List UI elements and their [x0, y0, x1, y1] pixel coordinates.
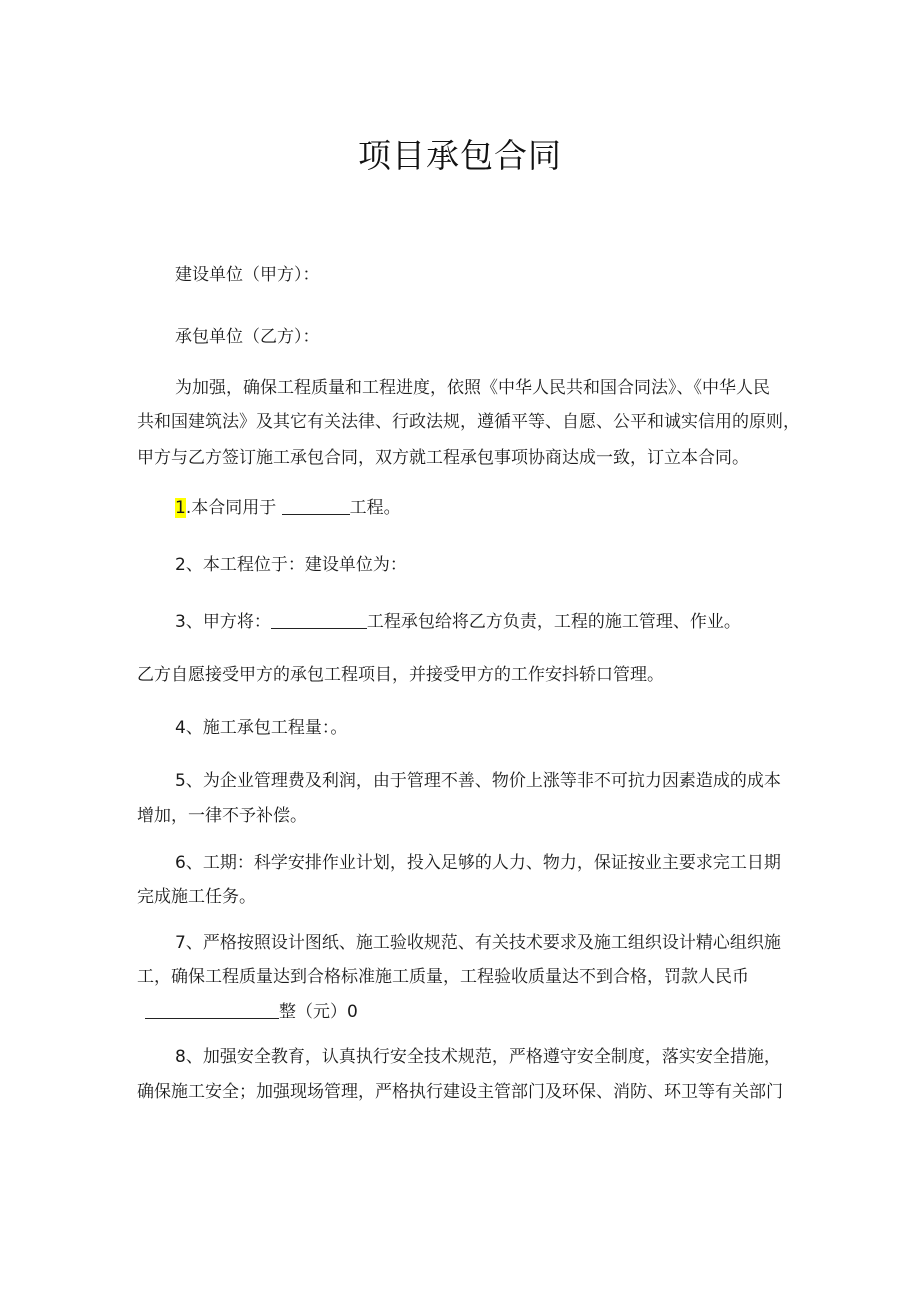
clause-3-prefix: 3、甲方将： — [175, 612, 271, 632]
blank-field — [282, 496, 350, 515]
document-title: 项目承包合同 — [358, 136, 562, 175]
preamble-line-2: 共和国建筑法》及其它有关法律、行政法规，遵循平等、自愿、公平和诚实信用的原则， — [137, 412, 800, 432]
clause-5-line-2: 增加，一律不予补偿。 — [137, 806, 307, 826]
clause-6-line-2: 完成施工任务。 — [137, 887, 256, 907]
clause-1-suffix: 工程。 — [349, 498, 401, 518]
clause-8-line-2: 确保施工安全；加强现场管理，严格执行建设主管部门及环保、消防、环卫等有关部门 — [137, 1082, 783, 1102]
highlighted-number: 1 — [175, 498, 186, 518]
clause-2: 2、本工程位于：建设单位为： — [175, 555, 407, 575]
clause-3-text: 工程承包给将乙方负责，工程的施工管理、作业。 — [366, 612, 741, 632]
clause-1 — [175, 496, 835, 520]
party-a-line: 建设单位（甲方）： — [175, 265, 320, 285]
clause-8-line-1: 8、加强安全教育，认真执行安全技术规范，严格遵守安全制度，落实安全措施， — [175, 1047, 781, 1067]
clause-4: 4、施工承包工程量：。 — [175, 718, 348, 738]
blank-field — [271, 610, 367, 629]
preamble-line-1: 为加强，确保工程质量和工程进度，依照《中华人民共和国合同法》、《中华人民 — [175, 378, 770, 398]
clause-1-text: .本合同用于 — [185, 498, 277, 518]
clause-6-line-1: 6、工期：科学安排作业计划，投入足够的人力、物力，保证按业主要求完工日期 — [175, 853, 781, 873]
blank-field — [145, 1000, 279, 1019]
preamble-line-3: 甲方与乙方签订施工承包合同，双方就工程承包事项协商达成一致，订立本合同。 — [137, 448, 749, 468]
clause-5-line-1: 5、为企业管理费及利润，由于管理不善、物价上涨等非不可抗力因素造成的成本 — [175, 771, 781, 791]
clause-3-continued: 乙方自愿接受甲方的承包工程项目，并接受甲方的工作安抖轿口管理。 — [137, 665, 664, 685]
clause-7-amount-suffix: 整（元）0 — [279, 1002, 358, 1022]
clause-7-line-3 — [145, 1000, 805, 1024]
clause-3 — [175, 610, 835, 634]
party-b-line: 承包单位（乙方）： — [175, 327, 320, 347]
clause-7-line-1: 7、严格按照设计图纸、施工验收规范、有关技术要求及施工组织设计精心组织施 — [175, 933, 781, 953]
clause-7-line-2: 工，确保工程质量达到合格标准施工质量，工程验收质量达不到合格，罚款人民币 — [137, 967, 749, 987]
